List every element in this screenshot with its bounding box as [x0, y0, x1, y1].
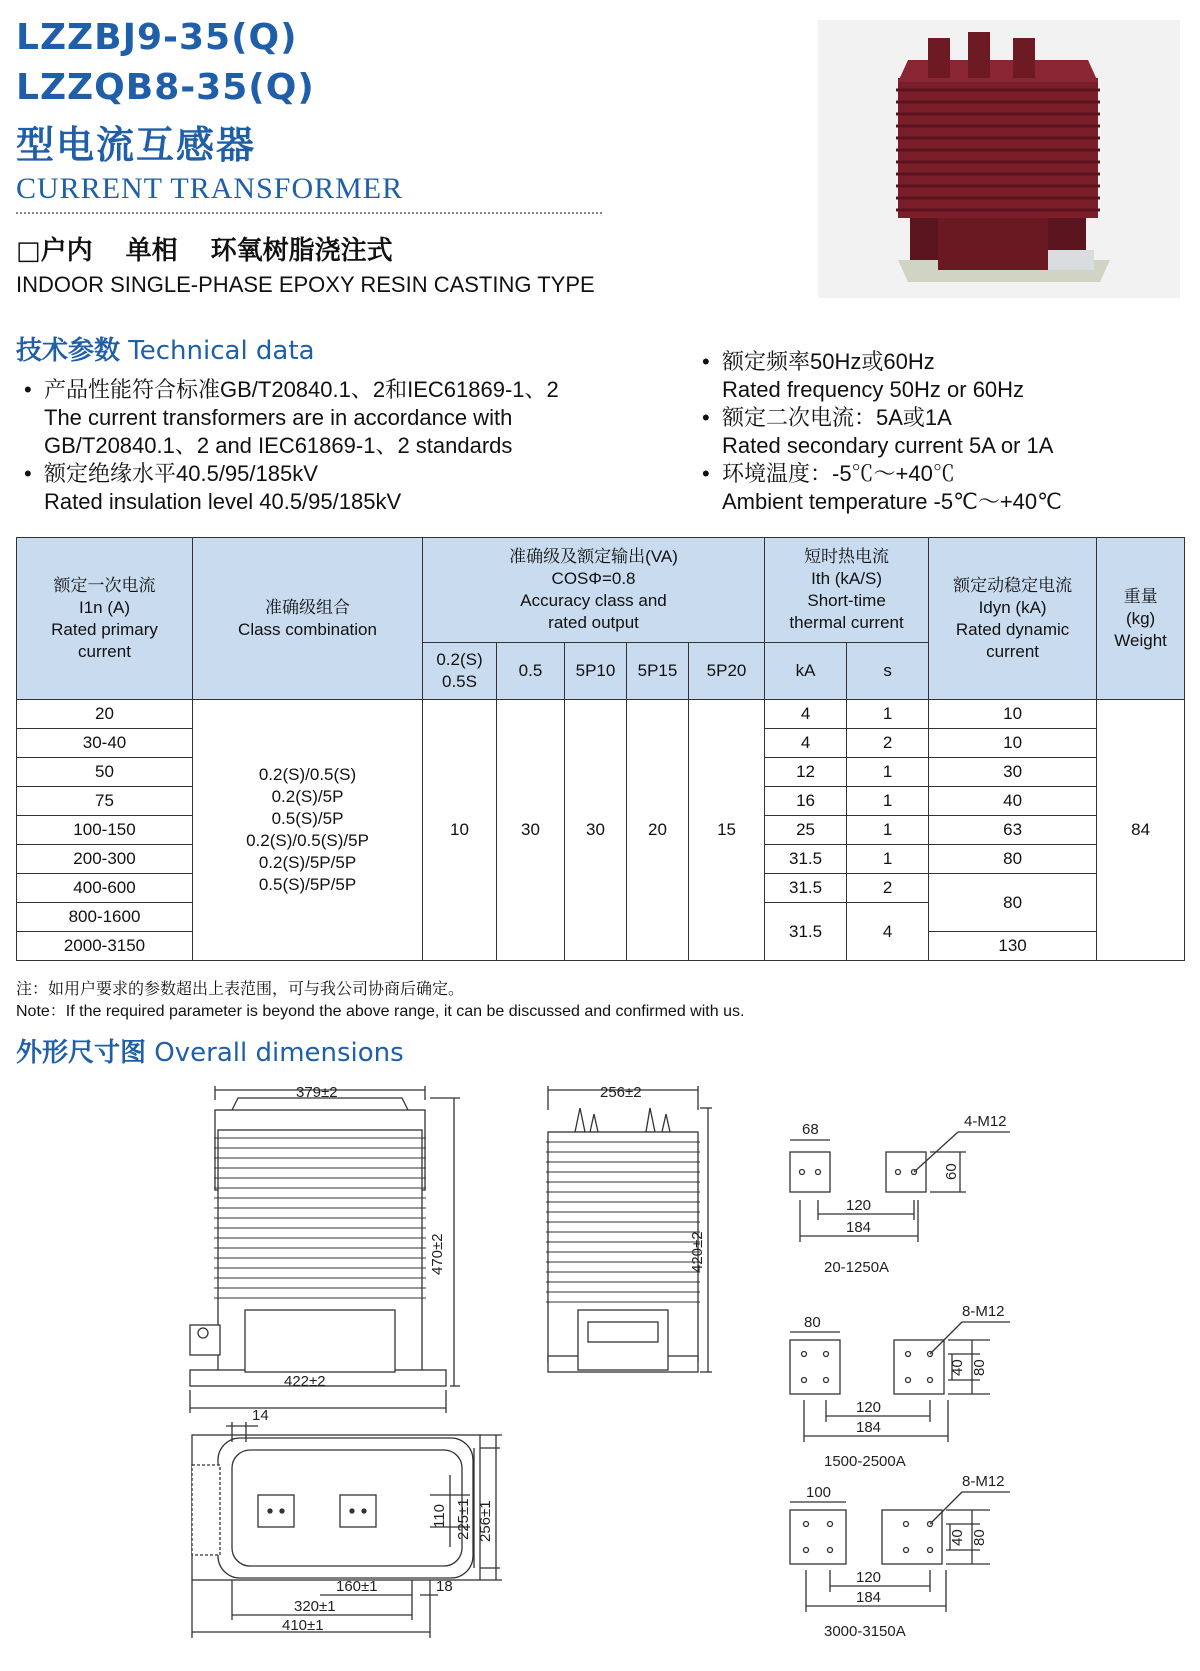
label-t2: 1500-2500A	[824, 1453, 906, 1470]
type-cn: □户内 单相 环氧树脂浇注式	[16, 236, 393, 266]
tech-left-1-cn: 产品性能符合标准GB/T20840.1、2和IEC61869-1、2	[44, 377, 559, 402]
subheader-02s: 0.2(S) 0.5S	[423, 643, 497, 700]
dim-top-320: 320±1	[294, 1598, 336, 1615]
dim-front-width: 379±2	[296, 1084, 338, 1101]
dim-side-height: 420±2	[689, 1231, 706, 1273]
dim-t3-184: 184	[856, 1589, 882, 1606]
dim-t2-80v: 80	[971, 1359, 988, 1376]
dim-side-width: 256±2	[600, 1084, 642, 1101]
bullet-dot: •	[24, 377, 32, 402]
table-row	[17, 700, 1185, 729]
tech-right-3-cn: 环境温度：-5℃～+40℃	[722, 461, 955, 486]
tech-left-1	[24, 376, 644, 460]
cell-ka: 31.5	[765, 903, 847, 961]
cell-primary: 100-150	[17, 816, 193, 845]
dim-t1-m12: 4-M12	[964, 1113, 1007, 1130]
tech-left-1-en2: GB/T20840.1、2 and IEC61869-1、2 standards	[44, 433, 513, 458]
cell-ka: 4	[765, 729, 847, 758]
cell-ka: 12	[765, 758, 847, 787]
tech-right-1-cn: 额定频率50Hz或60Hz	[722, 349, 935, 374]
dim-top-14: 14	[252, 1407, 269, 1424]
cell-s: 1	[847, 758, 929, 787]
tech-left-2-en1: Rated insulation level 40.5/95/185kV	[44, 489, 402, 514]
cell-primary: 2000-3150	[17, 932, 193, 961]
cell-primary: 50	[17, 758, 193, 787]
header-accuracy: 准确级及额定输出(VA) COSΦ=0.8 Accuracy class and rated output	[423, 538, 765, 643]
dim-t3-40: 40	[949, 1529, 966, 1546]
tech-right-2-en1: Rated secondary current 5A or 1A	[722, 433, 1054, 458]
dim-t2-184: 184	[856, 1419, 882, 1436]
dim-t2-120: 120	[856, 1399, 882, 1416]
technical-heading-cn: 技术参数	[16, 336, 121, 366]
header-primary-current: 额定一次电流 I1n (A) Rated primary current	[17, 538, 193, 700]
front-view	[190, 1086, 460, 1413]
subheader-ka: kA	[765, 643, 847, 700]
dim-t2-80: 80	[804, 1314, 821, 1331]
cell-ka: 31.5	[765, 874, 847, 903]
header-weight: 重量 (kg) Weight	[1097, 538, 1185, 700]
cell-s: 2	[847, 874, 929, 903]
dim-top-110: 110	[431, 1504, 448, 1528]
title-en: CURRENT TRANSFORMER	[16, 172, 404, 205]
dim-front-base: 422±2	[284, 1373, 326, 1390]
side-view	[548, 1086, 712, 1372]
dimensions-heading-en: Overall dimensions	[154, 1038, 404, 1068]
dim-front-height: 470±2	[429, 1233, 446, 1275]
subheader-5p20: 5P20	[689, 643, 765, 700]
dimensions-heading-cn: 外形尺寸图	[16, 1038, 147, 1068]
bullet-dot: •	[702, 461, 710, 486]
cell-output-5p15: 20	[627, 700, 689, 961]
tech-right-3	[702, 460, 1182, 516]
note-en: Note：If the required parameter is beyond the above range, it can be discussed and confirmed with us.	[16, 1003, 745, 1020]
dim-top-225: 225±1	[455, 1498, 472, 1540]
title-cn: 型电流互感器	[16, 123, 257, 167]
cell-idyn: 80	[929, 874, 1097, 932]
model-name-1: LZZBJ9-35(Q)	[16, 17, 298, 58]
spec-table	[16, 537, 1185, 961]
dim-t3-100: 100	[806, 1484, 832, 1501]
dim-t2-m12: 8-M12	[962, 1303, 1005, 1320]
dim-top-256: 256±1	[477, 1500, 494, 1542]
tech-left-2	[24, 460, 644, 516]
cell-class-combination: 0.2(S)/0.5(S) 0.2(S)/5P 0.5(S)/5P 0.2(S)/0.5(S)/5P 0.2(S)/5P/5P 0.5(S)/5P/5P	[193, 700, 423, 961]
cell-s: 2	[847, 729, 929, 758]
cell-ka: 16	[765, 787, 847, 816]
tech-left-2-cn: 额定绝缘水平40.5/95/185kV	[44, 461, 318, 486]
tech-right-2	[702, 404, 1182, 460]
cell-s: 1	[847, 816, 929, 845]
dimension-drawings	[0, 1070, 1200, 1670]
cell-primary: 75	[17, 787, 193, 816]
bullet-dot: •	[702, 349, 710, 374]
cell-ka: 4	[765, 700, 847, 729]
cell-idyn: 80	[929, 845, 1097, 874]
subheader-5p10: 5P10	[565, 643, 627, 700]
cell-primary: 200-300	[17, 845, 193, 874]
type-en: INDOOR SINGLE-PHASE EPOXY RESIN CASTING TYPE	[16, 272, 595, 297]
dim-t3-120: 120	[856, 1569, 882, 1586]
cell-idyn: 63	[929, 816, 1097, 845]
bullet-dot: •	[702, 405, 710, 430]
tech-right-2-cn: 额定二次电流：5A或1A	[722, 405, 952, 430]
dim-top-18: 18	[436, 1578, 453, 1595]
header-thermal: 短时热电流 Ith (kA/S) Short-time thermal current	[765, 538, 929, 643]
cell-output-05: 30	[497, 700, 565, 961]
title-divider	[16, 212, 602, 214]
cell-idyn: 10	[929, 700, 1097, 729]
cell-ka: 25	[765, 816, 847, 845]
label-t1: 20-1250A	[824, 1259, 890, 1276]
tech-right-1-en1: Rated frequency 50Hz or 60Hz	[722, 377, 1025, 402]
tech-left-1-en1: The current transformers are in accordance with	[44, 405, 513, 430]
header-dynamic: 额定动稳定电流 Idyn (kA) Rated dynamic current	[929, 538, 1097, 700]
cell-output-5p10: 30	[565, 700, 627, 961]
dim-t2-40: 40	[949, 1359, 966, 1376]
terminal-3000-3150	[790, 1492, 1010, 1612]
dim-top-410: 410±1	[282, 1617, 324, 1634]
terminal-20-1250	[790, 1132, 1010, 1242]
header-class-combination: 准确级组合 Class combination	[193, 538, 423, 700]
dim-t1-184: 184	[846, 1219, 872, 1236]
terminal-1500-2500	[790, 1322, 1010, 1442]
cell-idyn: 40	[929, 787, 1097, 816]
technical-heading-en: Technical data	[128, 336, 315, 366]
model-name-2: LZZQB8-35(Q)	[16, 67, 315, 108]
cell-idyn: 30	[929, 758, 1097, 787]
cell-primary: 20	[17, 700, 193, 729]
cell-idyn: 10	[929, 729, 1097, 758]
tech-right-3-en1: Ambient temperature -5℃～+40℃	[722, 489, 1062, 514]
cell-weight: 84	[1097, 700, 1185, 961]
dim-t3-m12: 8-M12	[962, 1473, 1005, 1490]
label-t3: 3000-3150A	[824, 1623, 906, 1640]
cell-s: 1	[847, 845, 929, 874]
subheader-s: s	[847, 643, 929, 700]
dim-t3-80v: 80	[971, 1529, 988, 1546]
subheader-05: 0.5	[497, 643, 565, 700]
cell-s: 4	[847, 903, 929, 961]
note-cn: 注：如用户要求的参数超出上表范围，可与我公司协商后确定。	[16, 981, 465, 998]
cell-output-5p20: 15	[689, 700, 765, 961]
dim-t1-68: 68	[802, 1121, 819, 1138]
cell-output-02s: 10	[423, 700, 497, 961]
product-photo	[818, 20, 1180, 298]
tech-right-1	[702, 348, 1182, 404]
subheader-5p15: 5P15	[627, 643, 689, 700]
cell-primary: 400-600	[17, 874, 193, 903]
dim-t1-120: 120	[846, 1197, 872, 1214]
cell-s: 1	[847, 700, 929, 729]
cell-primary: 800-1600	[17, 903, 193, 932]
dim-top-160: 160±1	[336, 1578, 378, 1595]
cell-s: 1	[847, 787, 929, 816]
bullet-dot: •	[24, 461, 32, 486]
dim-t1-60: 60	[943, 1163, 960, 1180]
technical-heading	[16, 330, 315, 367]
cell-primary: 30-40	[17, 729, 193, 758]
dimensions-heading	[16, 1032, 404, 1069]
cell-ka: 31.5	[765, 845, 847, 874]
cell-idyn: 130	[929, 932, 1097, 961]
